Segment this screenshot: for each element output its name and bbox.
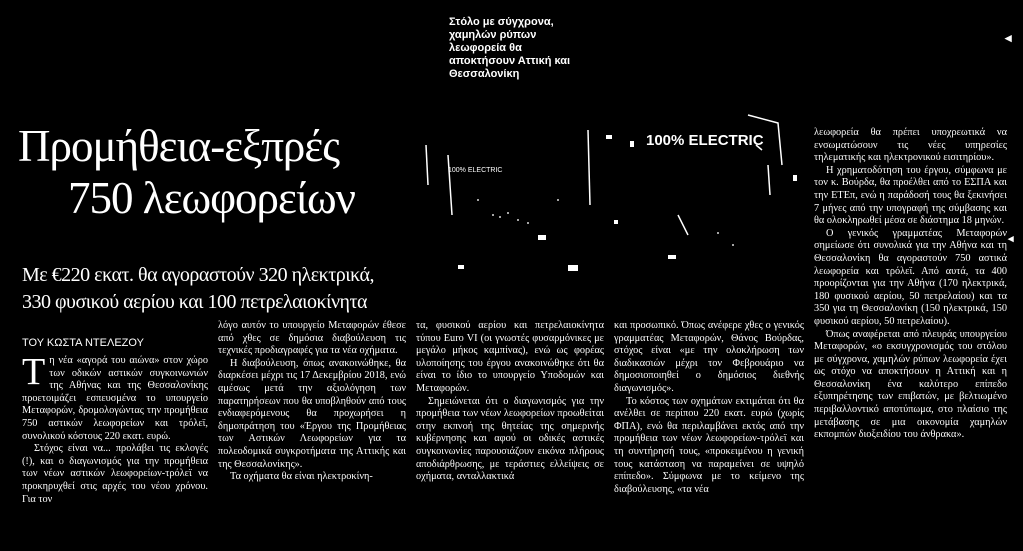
paragraph: η νέα «αγορά του αιώνα» στον χώρο των οδικών αστικών συγκοινωνιών της Αθήνας και της Θεσσαλονίκης προετοιμάζει εσπευσμένα το υπουργείο Μεταφορών, δρομολογώντας την προμήθεια 750 αστικών λεωφορείων και τρόλεϊ, συνολικού κόστους 220 εκατ. ευρώ. xyxy=(22,355,208,442)
byline: ΤΟΥ ΚΩΣΤΑ ΝΤΕΛΕΖΟΥ xyxy=(22,337,144,349)
headline-line-2: 750 λεωφορείων xyxy=(68,173,355,223)
subtitle-line-1: Με €220 εκατ. θα αγοραστούν 320 ηλεκτρικά, xyxy=(22,264,375,286)
paragraph: Ο γενικός γραμματέας Μεταφορών σημείωσε ότι συνολικά για την Αθήνα και τη Θεσσαλονίκη θα αγοραστούν 750 αστικά λεωφορεία και τρόλεϊ. Από αυτά, τα 400 προορίζονται για την Αθήνα (170 ηλεκτρικά, 180 φυσικού αερίου, 50 πετρελαίου) και τα 350 για τη Θεσσαλονίκη (150 ηλεκτρικά, 150 φυσικού αερίου, 50 πετρελαίου). xyxy=(814,227,1007,327)
article-subtitle xyxy=(22,262,417,316)
paragraph: τα, φυσικού αερίου και πετρελαιοκίνητα τύπου Euro VI (οι γνωστές φυσαρμόνικες με μεγάλο μήκος καμπίνας), ενώ ως φορέας υλοποίησης του έργου ανακοινώθηκε ότι θα είναι το ίδιο το υπουργείο Υποδομών και Μεταφορών. xyxy=(416,320,604,394)
subtitle-line-2: 330 φυσικού αερίου και 100 πετρελαιοκίνητα xyxy=(22,291,367,313)
text-column-1 xyxy=(22,351,208,506)
bus-photo xyxy=(418,105,806,315)
paragraph: Τα οχήματα θα είναι ηλεκτροκίνη- xyxy=(230,471,373,483)
edge-mark: ◂ xyxy=(1005,30,1012,45)
photo-caption: Στόλο με σύγχρονα, χαμηλών ρύπων λεωφορεία θα αποκτήσουν Αττική και Θεσσαλονίκη xyxy=(449,16,571,80)
paragraph: Η χρηματοδότηση του έργου, σύμφωνα με τον κ. Βούρδα, θα προέλθει από το ΕΣΠΑ και την ΕΤΕπ, ενώ η παράδοσή τους θα ξεκινήσει 7 μήνες από την υπογραφή της σύμβασης και θα ολοκληρωθεί μέσα σε διάστημα 18 μηνών. xyxy=(814,164,1007,227)
text-column-2 xyxy=(218,320,406,484)
bus-front-text: 100% ELECTRIC xyxy=(448,167,503,174)
bus-sign-text: 100% ELECTRIC xyxy=(646,132,764,149)
paragraph: Η διαβούλευση, όπως ανακοινώθηκε, θα διαρκέσει μέχρι τις 17 Δεκεμβρίου 2018, ενώ αμέσως μετά την αξιολόγηση των παρατηρήσεων που θα υποβληθούν από τους ενδιαφερόμενους θα προχωρήσει η δημοπράτηση του «Έργου της Προμήθειας των Αστικών Λεωφορείων για τα πολεοδομικά συγκροτήματα της Αττικής και της Θεσσαλονίκης». xyxy=(218,357,406,470)
dropcap: Τ xyxy=(22,351,46,393)
paragraph: και προσωπικό. Όπως ανέφερε χθες ο γενικός γραμματέας Μεταφορών, Θάνος Βούρδας, στόχος είναι «με την ολοκλήρωση των διαδικασιών μέχρι τον Φεβρουάριο να δημοσιοποιηθεί ο δημόσιος διεθνής διαγωνισμός». xyxy=(614,320,804,394)
paragraph: λόγο αυτόν το υπουργείο Μεταφορών έθεσε από χθες σε δημόσια διαβούλευση τις τεχνικές προδιαγραφές για τα νέα οχήματα. xyxy=(218,320,406,357)
paragraph: Στόχος είναι να... προλάβει τις εκλογές (!), και ο διαγωνισμός για την προμήθεια των νέων αστικών λεωφορείων-τρόλεϊ να προκηρυχθεί στις αρχές του νέου χρόνου. Για τον xyxy=(22,443,208,505)
article-headline xyxy=(18,120,408,224)
paragraph: λεωφορεία θα πρέπει υποχρεωτικά να ενσωματώσουν τις νέες υπηρεσίες τηλεματικής και ηλεκτρονικού εισιτηρίου». xyxy=(814,127,1007,164)
paragraph: Σημειώνεται ότι ο διαγωνισμός για την προμήθεια των νέων λεωφορείων προωθείται στην εκπνοή της θητείας της σημερινής κυβέρνησης και αφού οι οδικές αστικές συγκοινωνίες παρουσιάζουν εικόνα πλήρους αποδιάρθρωσης, με τεράστιες ελλείψεις σε οχήματα, ανταλλακτικά xyxy=(416,395,604,483)
text-column-4 xyxy=(614,320,804,496)
text-column-3 xyxy=(416,320,604,484)
paragraph: Όπως αναφέρεται από πλευράς υπουργείου Μεταφορών, «ο εκσυγχρονισμός του στόλου με σύγχρονα, χαμηλών ρύπων λεωφορεία έχει ως στόχο να αποκτήσουν η Αττική και η Θεσσαλονίκη ένα καλύτερο επίπεδο εξυπηρέτησης των επιβατών, με βελτιωμένο περιβαλλοντικό αποτύπωμα, στο πλαίσιο της μετάβασης σε μια οικονομία χαμηλών εκπομπών διοξειδίου του άνθρακα». xyxy=(814,328,1007,441)
paragraph: Το κόστος των οχημάτων εκτιμάται ότι θα ανέλθει σε περίπου 220 εκατ. ευρώ (χωρίς ΦΠΑ), ενώ θα περιλαμβάνει εκτός από την προμήθεια των νέων λεωφορείων-τρόλεϊ και τη συντήρησή τους, «προκειμένου η γενική τους κατάσταση να παραμείνει σε υψηλό επίπεδο». Σύμφωνα με το κείμενο της διαβούλευσης, «τα νέα xyxy=(614,395,804,495)
headline-line-1: Προμήθεια-εξπρές xyxy=(18,121,340,171)
text-column-5 xyxy=(814,127,1007,442)
edge-mark: ◂ xyxy=(1008,233,1014,245)
